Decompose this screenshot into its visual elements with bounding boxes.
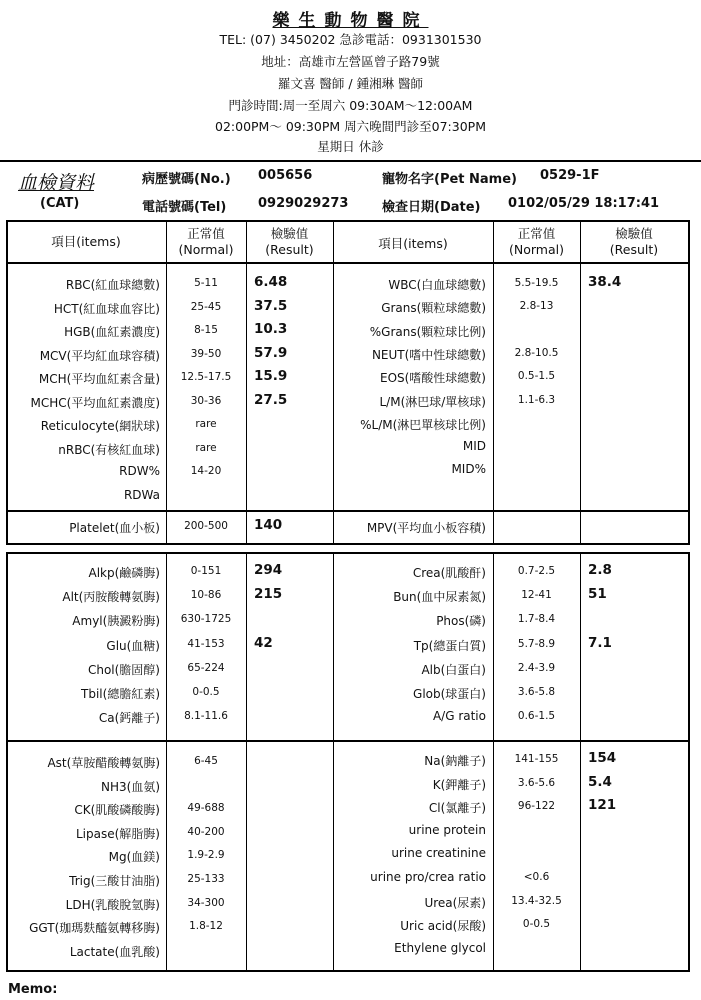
test-result: 5.4 [588,774,612,790]
test-name: Chol(膽固醇) [87,663,160,677]
test-name: Grans(顆粒球總數) [381,301,486,315]
normal-range: 5.7-8.9 [517,638,556,650]
result-header-left [246,226,333,258]
test-name: Ethylene glycol [394,941,486,955]
test-result: 140 [254,517,283,533]
exam-date: 0102/05/29 18:17:41 [508,196,660,211]
test-result: 7.1 [588,635,612,651]
test-name: NH3(血氨) [101,780,160,794]
normal-range: 141-155 [514,753,559,765]
test-result: 2.8 [588,562,612,578]
test-name: MID [462,439,486,453]
test-result: 6.48 [254,274,288,290]
platelet-divider [6,510,690,512]
normal-header-top: 正常值 [517,226,556,241]
test-result: 15.9 [254,368,288,384]
test-name: %Grans(顆粒球比例) [369,325,486,339]
cbc-col-line [493,220,494,545]
normal-range: 200-500 [184,520,228,532]
test-name: Ast(草胺醋酸轉氨脢) [47,756,160,770]
normal-range: 2.4-3.9 [517,662,556,674]
test-name: A/G ratio [432,709,486,723]
normal-range: rare [195,418,217,430]
test-name: urine protein [408,823,486,837]
normal-header-bottom: (Normal) [178,242,234,257]
normal-range: 12.5-17.5 [180,371,232,383]
test-name: Amyl(胰澱粉脢) [72,614,160,628]
test-name: MID% [451,462,486,476]
normal-range: 39-50 [190,348,222,360]
test-name: LDH(乳酸脫氫脢) [65,898,160,912]
normal-range: 0-0.5 [522,918,551,930]
normal-range: 14-20 [190,465,222,477]
normal-range: 8-15 [194,324,218,336]
normal-range: 1.9-2.9 [187,849,225,861]
header-divider [0,160,701,162]
cbc-header-divider [6,262,690,264]
normal-range: 3.6-5.8 [517,686,556,698]
test-result: 51 [588,586,607,602]
normal-range: 30-36 [190,395,222,407]
test-name: urine pro/crea ratio [370,870,486,884]
cbc-col-line [246,220,247,545]
test-name: MPV(平均血小板容積) [366,521,486,535]
normal-range: 13.4-32.5 [511,895,562,907]
test-result: 27.5 [254,392,288,408]
test-name: Cl(氯離子) [428,801,486,815]
test-name: RBC(紅血球總數) [65,278,160,292]
normal-range: 34-300 [187,897,225,909]
test-name: Trig(三酸甘油脂) [69,874,160,888]
test-result: 10.3 [254,321,288,337]
normal-range: 2.8-13 [519,300,554,312]
normal-range: 0.5-1.5 [517,370,556,382]
chemistry-divider [6,740,690,742]
cbc-col-line [580,220,581,545]
test-name: MCV(平均紅血球容積) [39,349,160,363]
clinic-address: 地址：高雄市左營區曾子路79號 [261,54,440,69]
test-result: 38.4 [588,274,622,290]
test-name: Phos(磷) [436,614,486,628]
clinic-name: 樂生動物醫院 [272,11,429,31]
normal-range: 10-86 [190,589,222,601]
phone-number: 0929029273 [258,196,349,211]
pet-name: 0529-1F [540,168,600,183]
normal-range: <0.6 [523,871,550,883]
result-header-right [580,226,688,258]
normal-range: 6-45 [194,755,218,767]
test-name: Crea(肌酸酐) [412,566,486,580]
test-name: HGB(血紅素濃度) [64,325,160,339]
test-name: Urea(尿素) [424,896,486,910]
test-result: 154 [588,750,617,766]
test-name: Tp(總蛋白質) [413,639,486,653]
normal-range: rare [195,442,217,454]
test-name: NEUT(嗜中性球總數) [371,348,486,362]
record-label: 病歷號碼(No.) [142,172,231,187]
test-name: Mg(血鎂) [108,850,160,864]
chem-col-line [246,552,247,972]
normal-range: 0-151 [190,565,222,577]
normal-range: 5.5-19.5 [514,277,559,289]
phone-label: 電話號碼(Tel) [142,200,227,215]
result-header-bottom: (Result) [265,242,314,257]
test-name: nRBC(有核紅血球) [58,443,160,457]
test-name: L/M(淋巴球/單核球) [379,395,486,409]
clinic-tel: TEL: (07) 3450202 急診電話：0931301530 [219,32,482,47]
date-label: 檢查日期(Date) [382,200,481,215]
normal-range: 25-133 [187,873,225,885]
test-name: Alt(丙胺酸轉氨脢) [62,590,160,604]
normal-header-top: 正常值 [187,226,225,241]
items-header-left: 項目(items) [51,234,121,249]
test-name: %L/M(淋巴單核球比例) [360,418,486,432]
test-name: MCH(平均血紅素含量) [38,372,160,386]
test-name: Alb(白蛋白) [421,663,486,677]
test-name: CK(肌酸磷酸脢) [74,803,160,817]
normal-range: 3.6-5.6 [517,777,556,789]
memo-label: Memo: [8,982,58,997]
normal-range: 630-1725 [180,613,232,625]
test-result: 37.5 [254,298,288,314]
test-name: RDWa [123,488,160,502]
clinic-doctors: 羅文喜 醫師 / 鍾湘琳 醫師 [277,76,424,91]
pet-name-label: 寵物名字(Pet Name) [382,172,517,187]
record-number: 005656 [258,168,313,183]
test-name: GGT(珈瑪麩醯氨轉移脢) [29,921,160,935]
items-header-right: 項目(items) [378,236,448,251]
normal-range: 2.8-10.5 [514,347,559,359]
normal-range: 12-41 [521,589,552,601]
test-name: RDW% [119,464,160,478]
normal-range: 0.6-1.5 [517,710,556,722]
test-result: 42 [254,635,273,651]
test-result: 57.9 [254,345,288,361]
result-header-top: 檢驗值 [270,226,309,241]
test-name: Reticulocyte(網狀球) [40,419,160,433]
normal-range: 1.7-8.4 [517,613,556,625]
test-name: K(鉀離子) [432,778,486,792]
test-name: Na(鈉離子) [424,754,486,768]
chem-col-line [580,552,581,972]
test-name: Glu(血糖) [106,639,160,653]
test-name: Tbil(總膽紅素) [81,687,160,701]
normal-range: 96-122 [517,800,556,812]
species-label: (CAT) [40,196,80,211]
normal-range: 65-224 [187,662,225,674]
normal-header-left [166,226,246,258]
normal-range: 41-153 [187,638,225,650]
normal-range: 0-0.5 [192,686,220,698]
test-name: MCHC(平均血紅素濃度) [30,396,160,410]
normal-range: 40-200 [187,826,225,838]
test-name: EOS(嗜酸性球總數) [379,371,486,385]
test-name: Uric acid(尿酸) [400,919,486,933]
test-name: Lactate(血乳酸) [69,945,160,959]
result-header-top: 檢驗值 [615,226,653,241]
normal-header-right [493,226,580,258]
clinic-hours-1: 門診時間:周一至周六 09:30AM～12:00AM [228,98,473,113]
test-name: Bun(血中尿素氮) [393,590,486,604]
result-header-bottom: (Result) [609,242,659,257]
normal-range: 5-11 [194,277,218,289]
clinic-hours-3: 星期日 休診 [317,139,384,154]
normal-header-bottom: (Normal) [509,242,564,257]
normal-range: 1.1-6.3 [517,394,556,406]
normal-range: 0.7-2.5 [517,565,556,577]
clinic-hours-2: 02:00PM～ 09:30PM 周六晚間門診至07:30PM [215,119,486,134]
test-result: 121 [588,797,617,813]
test-name: Alkp(鹼磷脢) [88,566,160,580]
report-title: 血檢資料 [18,172,95,194]
test-name: Ca(鈣離子) [98,711,160,725]
test-result: 294 [254,562,283,578]
normal-range: 49-688 [187,802,225,814]
test-result: 215 [254,586,283,602]
normal-range: 1.8-12 [189,920,223,932]
normal-range: 8.1-11.6 [184,710,228,722]
test-name: Glob(球蛋白) [413,687,486,701]
test-name: urine creatinine [391,846,486,860]
test-name: Lipase(解脂脢) [76,827,160,841]
normal-range: 25-45 [190,301,222,313]
test-name: HCT(紅血球血容比) [53,302,160,316]
test-name: Platelet(血小板) [69,521,160,535]
test-name: WBC(白血球總數) [388,278,486,292]
